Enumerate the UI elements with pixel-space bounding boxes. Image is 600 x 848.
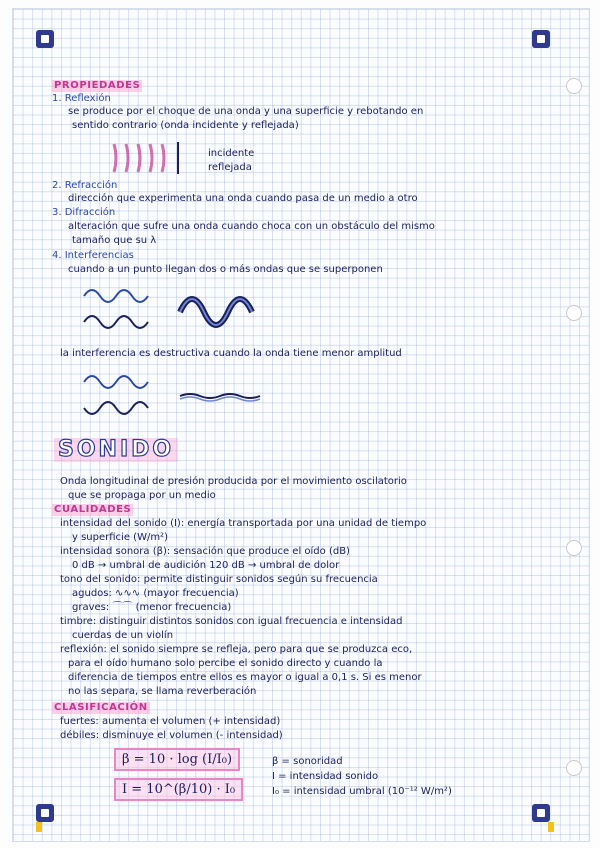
destructive-text: la interferencia es destructiva cuando la onda tiene menor amplitud [60,348,402,359]
difraccion-text-line2: tamaño que su λ [72,235,157,246]
corner-marker-top-left [36,30,54,48]
label-incidente: incidente [208,148,255,159]
corner-marker-top-right [532,30,550,48]
subheading-refraccion: 2. Refracción [52,180,118,191]
cualidad-intensidad-line1: intensidad del sonido (I): energía transportada por una unidad de tiempo [60,518,427,529]
corner-marker-bottom-left [36,804,54,822]
clasificacion-fuertes: fuertes: aumenta el volumen (+ intensidad) [60,716,281,727]
binder-hole [566,78,582,94]
cualidad-reflexion-line4: no las separa, se llama reverberación [68,686,257,697]
interferencias-text: cuando a un punto llegan dos o más ondas que se superponen [68,264,383,275]
sonido-definition-line2: que se propaga por un medio [68,490,216,501]
cualidad-timbre-line1: timbre: distinguir distintos sonidos con igual frecuencia e intensidad [60,616,403,627]
clasificacion-debiles: débiles: disminuye el volumen (- intensidad) [60,730,283,741]
formula-intensidad: I = 10^(β/10) · I₀ [114,778,243,801]
yellow-tab-left [36,822,42,832]
reflection-diagram [110,140,190,176]
corner-marker-bottom-right [532,804,550,822]
cualidad-tono: tono del sonido: permite distinguir sonidos según su frecuencia [60,574,378,585]
binder-hole [566,760,582,776]
section-title-cualidades: CUALIDADES [54,504,132,515]
formula-sonoridad: β = 10 · log (I/I₀) [114,748,240,771]
subheading-difraccion: 3. Difracción [52,207,116,218]
cualidad-agudos: agudos: ∿∿∿ (mayor frecuencia) [72,588,239,599]
yellow-tab-right [548,822,554,832]
difraccion-text-line1: alteración que sufre una onda cuando choca con un obstáculo del mismo [68,221,435,232]
cualidad-umbral: 0 dB → umbral de audición 120 dB → umbral de dolor [72,560,340,571]
subheading-interferencias: 4. Interferencias [52,250,134,261]
label-reflejada: reflejada [208,162,252,173]
section-title-sonido: SONIDO [54,438,178,462]
reflexion-text-line2: sentido contrario (onda incidente y reflejada) [72,120,299,131]
destructive-interference-diagram [80,368,280,424]
legend-i: I = intensidad sonido [272,771,379,782]
binder-hole [566,305,582,321]
cualidad-timbre-line2: cuerdas de un violín [72,630,174,641]
binder-hole [566,540,582,556]
cualidad-reflexion-line1: reflexión: el sonido siempre se refleja, pero para que se produzca eco, [60,644,413,655]
legend-i0: I₀ = intensidad umbral (10⁻¹² W/m²) [272,786,452,797]
cualidad-intensidad-line2: y superficie (W/m²) [72,532,168,543]
subheading-reflexion: 1. Reflexión [52,93,111,104]
constructive-interference-diagram [80,282,280,338]
reflexion-text-line1: se produce por el choque de una onda y una superficie y rebotando en [68,106,424,117]
cualidad-reflexion-line3: diferencia de tiempos entre ellos es mayor o igual a 0,1 s. Si es menor [68,672,422,683]
sonido-definition-line1: Onda longitudinal de presión producida por el movimiento oscilatorio [60,476,407,487]
section-title-clasificacion: CLASIFICACIÓN [54,702,148,713]
cualidad-intensidad-sonora: intensidad sonora (β): sensación que produce el oído (dB) [60,546,350,557]
refraccion-text: dirección que experimenta una onda cuando pasa de un medio a otro [68,193,418,204]
cualidad-graves: graves: ⌒⌒ (menor frecuencia) [72,602,232,613]
cualidad-reflexion-line2: para el oído humano solo percibe el sonido directo y cuando la [68,658,383,669]
legend-beta: β = sonoridad [272,756,343,767]
section-title-propiedades: PROPIEDADES [54,80,141,91]
